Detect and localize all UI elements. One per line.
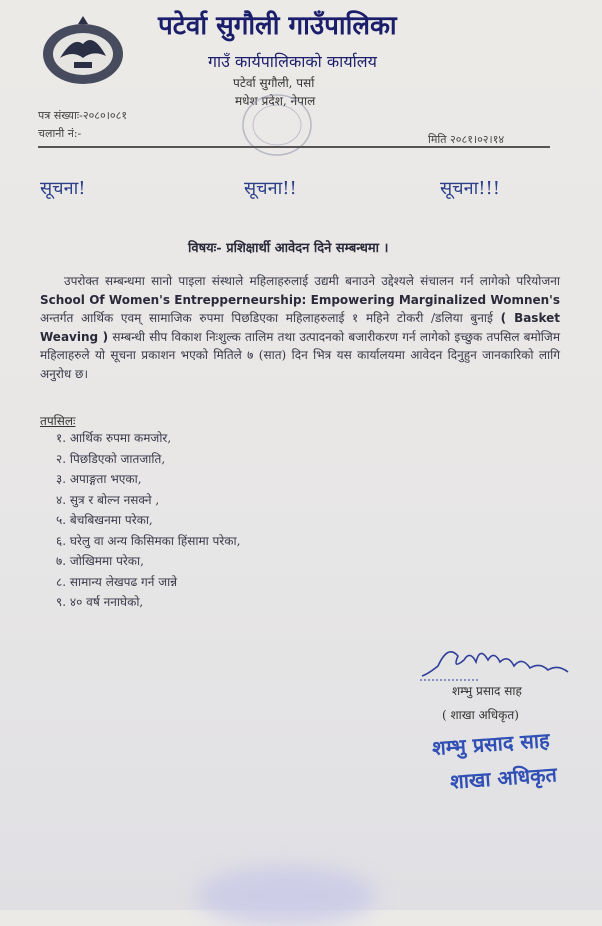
tapsil-label: तपसिलः — [40, 414, 76, 428]
office-subtitle: गाउँ कार्यपालिकाको कार्यालय — [208, 52, 377, 71]
reference-number: पत्र संख्याः-२०८०।०८१ — [38, 109, 128, 122]
list-item: ५. बेचबिखनमा परेका, — [56, 513, 153, 527]
finger-blur — [196, 866, 376, 926]
stamp-name: शम्भु प्रसाद साह — [431, 727, 551, 761]
letter-date: मिति २०८१।०२।१४ — [428, 133, 505, 146]
body-text-2: अन्तर्गत आर्थिक एवम् सामाजिक रुपमा पिछडिएका महिलाहरुलाई १ महिने टोकरी /डलिया बुनाई — [40, 311, 501, 325]
project-name: School Of Women's Entrepperneurship: Empowering Marginalized Womnen's — [40, 292, 560, 307]
notice-heading-2: सूचना!! — [244, 178, 297, 199]
notice-body — [40, 272, 560, 383]
skill-name: ( Basket Weaving ) — [40, 311, 560, 344]
handwritten-signature — [418, 636, 578, 686]
body-text-1: उपरोक्त सम्बन्धमा सानो पाइला संस्थाले महिलाहरुलाई उद्यमी बनाउने उद्देश्यले संचालन गर्न लागेको परियोजना — [64, 274, 560, 288]
office-title: पटेर्वा सुगौली गाउँपालिका — [158, 11, 397, 41]
list-item: २. पिछडिएको जातजाति, — [56, 451, 166, 466]
municipality-emblem-icon — [38, 14, 128, 86]
address-line-1: पटेर्वा सुगौली, पर्सा — [233, 76, 315, 90]
list-item: ३. अपाङ्गता भएका, — [56, 472, 142, 486]
list-item: ८. सामान्य लेखपढ गर्न जान्ने — [56, 574, 178, 589]
office-seal-stamp — [240, 92, 314, 158]
dispatch-number: चलानी नं:- — [38, 127, 82, 140]
notice-heading-1: सूचना! — [40, 178, 86, 199]
stamp-post: शाखा अधिकृत — [449, 762, 558, 794]
signatory-post: ( शाखा अधिकृत) — [442, 708, 519, 722]
address-line-2: मधेश प्रदेश, नेपाल — [235, 94, 316, 108]
header-divider — [38, 146, 550, 148]
list-item: ४. सुत्र र बोल्न नसक्ने , — [56, 492, 160, 507]
list-item: ६. घरेलु वा अन्य किसिमका हिंसामा परेका, — [56, 533, 241, 548]
notice-heading-3: सूचना!!! — [440, 178, 500, 199]
subject-line: विषयः- प्रशिक्षार्थी आवेदन दिने सम्बन्धमा । — [188, 241, 389, 256]
list-item: ७. जोखिममा परेका, — [56, 554, 144, 568]
eligibility-list — [56, 428, 240, 613]
body-text-3: सम्बन्धी सीप विकाश निःशुल्क तालिम तथा उत्पादनको बजारीकरण गर्न लागेको इच्छुक तपसिल बमोजिम महिलाहरुले यो सूचना प्रकाशन भएको मितिले ७ (सात) दिन भित्र यस कार्यालयमा आवेदन दिनुहुन जानकारिको लागि अनुरोध छ। — [40, 329, 560, 381]
list-item: १. आर्थिक रुपमा कमजोर, — [56, 431, 172, 445]
list-item: ९. ४० वर्ष ननाघेको, — [56, 595, 144, 609]
signatory-name: शम्भु प्रसाद साह — [452, 684, 522, 698]
